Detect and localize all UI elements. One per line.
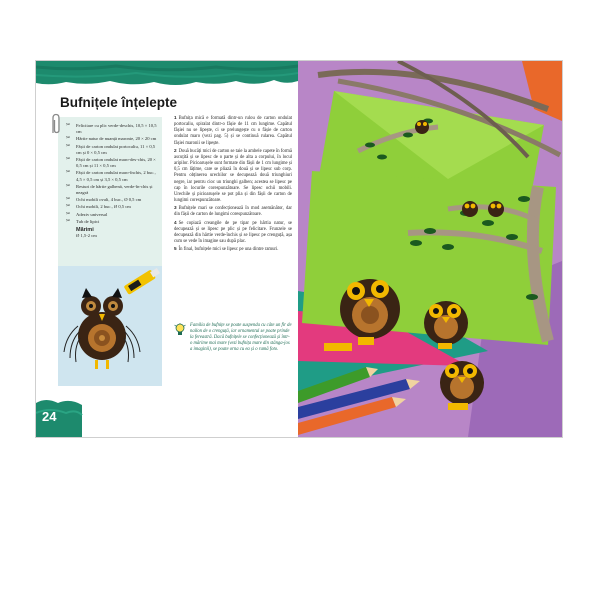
top-decorative-band bbox=[36, 61, 298, 89]
bottom-decorative-band bbox=[36, 395, 298, 437]
scissors-icon: ✂ bbox=[66, 197, 71, 203]
material-item: ✂ Resturi de hârtie galbenă, verde-în-chis și neagră bbox=[66, 183, 153, 196]
page-number: 24 bbox=[42, 409, 57, 424]
instruction-step: 1 Bufnița mică e formată dintr-un rulou de carton ondulat portocaliu, spiralat dintr-o fâșie de 11 cm lungime. Capătul fâșiei nu se lipește, ci se prelungește cu o fâșie de carton ondulat maro (vezi pag. 5) și se continuă rularea. Capătul fâșiei maronii se lipește. bbox=[174, 115, 292, 146]
scissors-icon: ✂ bbox=[66, 136, 71, 142]
scissors-icon: ✂ bbox=[66, 204, 71, 210]
sizes-value: Ø 1,5-2 cm bbox=[76, 233, 97, 239]
material-item: ✂ Fâșii de carton ondulat portocaliu, 11 × 0,5 cm și 0 × 0,5 cm bbox=[66, 143, 156, 155]
material-item: ✂ Fâșii de carton ondulat maro-des-chis, 20 × 0,5 cm și 11 × 0,5 cm bbox=[66, 157, 156, 169]
material-item: ✂ Ochi mobili, 2 buc., Ø 0,5 cm bbox=[66, 204, 131, 210]
material-item: ✂ Fâșii de carton ondulat maro-închis, 2 buc., 4,5 × 0,5 cm și 3,5 × 0,5 cm bbox=[66, 170, 156, 182]
paperclip-icon bbox=[50, 113, 62, 137]
scissors-icon: ✂ bbox=[66, 183, 71, 189]
material-item: ✂ Hârtie natur de nuanță maronie, 20 × 20 cm bbox=[66, 136, 157, 142]
scissors-icon: ✂ bbox=[66, 170, 71, 176]
material-item: ✂ Ochi mobili ovali, 4 buc., Ø 0,5 cm bbox=[66, 197, 142, 203]
tip-text: Familia de bufnițe se poate suspenda cu câte un fir de nailon de o crenguță, iar ornamentul se poate prinde la fereastră. Dacă bufnițele se confecționează și într-o mărime mai mare (vezi bufnița mare din stânga-jos a imaginii), se poate orna cu ea și o ramă foto. bbox=[190, 323, 292, 353]
material-item: ✂ Felicitare cu plic verde-deschis, 10,5 × 10,5 cm bbox=[66, 123, 157, 135]
instruction-step: 2 Două bucăți mici de carton se taie la ambele capete în formă ascuțită și se lipesc de o parte și de alta a corpului, în locul aripilor. Picioarușele sunt formate din fâșii de 1 cm lungime și 0,5 cm lățime, care se pliază în două și se lipesc sub corp. Pentru obținerea urechilor se decupează două triunghiuri negre, iar pentru cioc un triunghi galben; acestea se lipesc pe cap în locurile corespunzătoare. Se lipesc ochii mobili. Urechile și picioarușele se pot plia și din fâșii de carton de lungimi corespunzătoare. bbox=[174, 147, 292, 204]
lightbulb-icon bbox=[174, 323, 186, 337]
scissors-icon: ✂ bbox=[66, 123, 71, 128]
scissors-icon: ✂ bbox=[66, 218, 71, 224]
page-title: Bufnițele înțelepte bbox=[60, 95, 178, 110]
tip-box bbox=[174, 323, 292, 353]
left-page bbox=[36, 61, 298, 437]
material-item: ✂ Tub de lipici bbox=[66, 218, 100, 224]
materials-list bbox=[66, 123, 158, 225]
instruction-step: 3 Bufnițele mari se confecționează în mod asemănător, dar din fâșii de carton de lungimi corespunzătoare. bbox=[174, 205, 292, 218]
instruction-step: 5 În final, bufnițele mici se lipesc pe una dintre ramuri. bbox=[174, 246, 279, 253]
scissors-icon: ✂ bbox=[66, 211, 71, 217]
owl-craft-photo bbox=[298, 61, 562, 437]
small-owl-photo bbox=[58, 266, 162, 386]
scissors-icon: ✂ bbox=[66, 143, 71, 149]
scissors-icon: ✂ bbox=[66, 157, 71, 163]
instructions-list bbox=[174, 115, 292, 254]
book-spread bbox=[35, 60, 563, 438]
material-item: ✂ Adeziv universal bbox=[66, 211, 108, 217]
sizes-title: Mărimi bbox=[76, 227, 94, 234]
instruction-step: 4 Se copiază creangile de pe tipar pe hârtia natur, se decupează și se lipesc pe plic și pe felicitare. Frunzele se decupează din hârtie verde-închis și se lipesc pe crenguță, așa cum se vede în imagine sau după plac. bbox=[174, 219, 292, 244]
